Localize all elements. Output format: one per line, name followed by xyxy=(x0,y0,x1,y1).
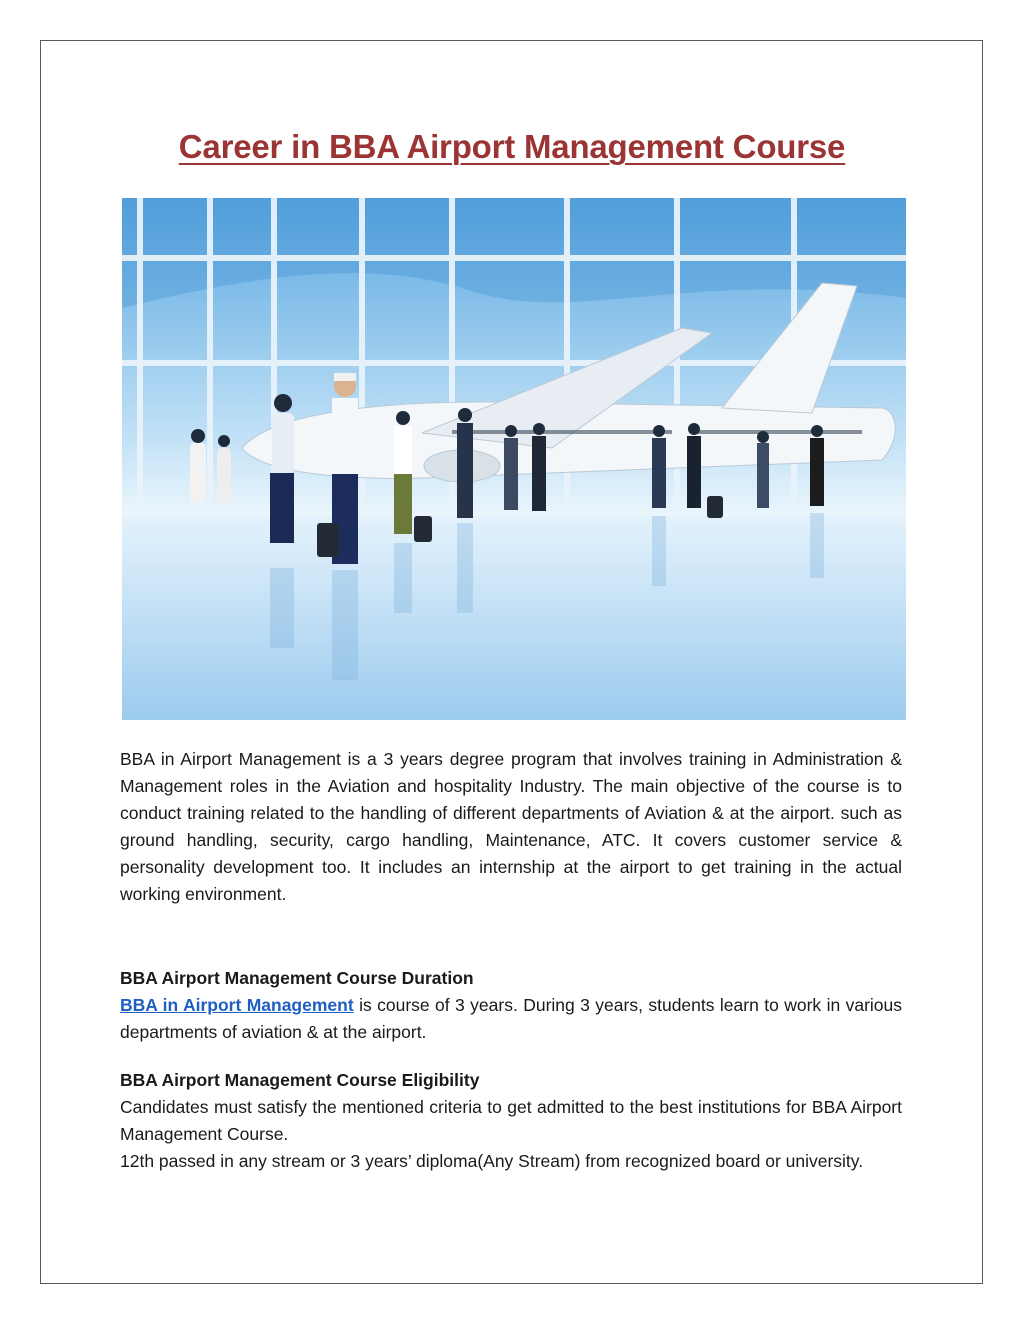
duration-text: is course of 3 years. During 3 years, students learn to work in various departments of aviation & at the airport. xyxy=(120,995,902,1042)
airport-illustration xyxy=(122,198,906,720)
bba-airport-management-link[interactable]: BBA in Airport Management xyxy=(120,995,354,1015)
intro-text: BBA in Airport Management is a 3 years degree program that involves training in Administration & Management roles in the Aviation and hospitality Industry. The main objective of the course is to conduct training related to the handling of different departments of Aviation & at the airport. such as ground handling, security, cargo handling, Maintenance, ATC. It covers customer service & personality development too. It includes an internship at the airport to get training in the actual working environment. xyxy=(120,749,902,904)
eligibility-section xyxy=(120,1067,902,1175)
eligibility-text: Candidates must satisfy the mentioned criteria to get admitted to the best institutions for BBA Airport Management Course. xyxy=(120,1097,902,1144)
intro-paragraph xyxy=(120,746,902,908)
hero-image xyxy=(122,198,906,720)
duration-section xyxy=(120,965,902,1046)
eligibility-criteria: 12th passed in any stream or 3 years’ diploma(Any Stream) from recognized board or university. xyxy=(120,1151,864,1171)
duration-paragraph xyxy=(120,992,902,1046)
page-title: Career in BBA Airport Management Course xyxy=(178,128,846,165)
duration-heading: BBA Airport Management Course Duration xyxy=(120,968,474,988)
eligibility-heading: BBA Airport Management Course Eligibility xyxy=(120,1070,480,1090)
